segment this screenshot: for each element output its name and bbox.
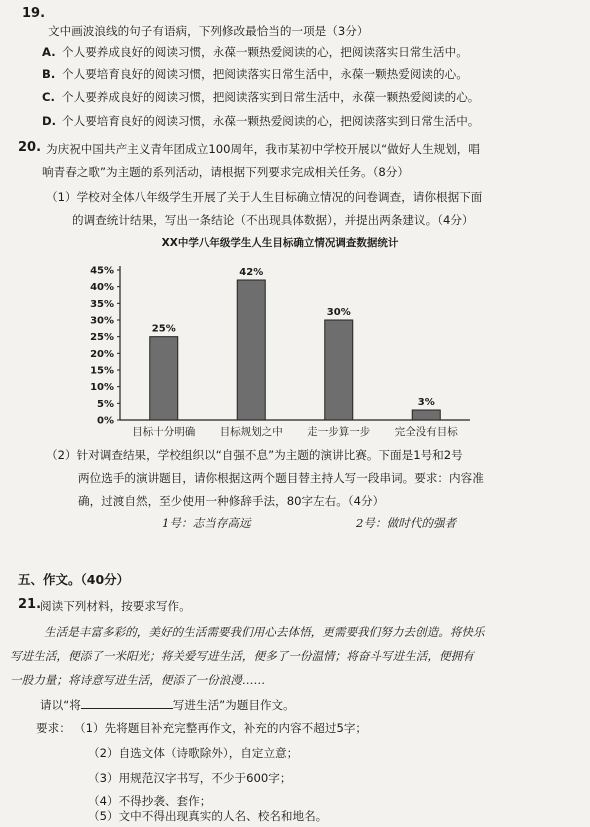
y-tick-label: 35% <box>90 298 114 310</box>
y-tick-label: 5% <box>97 398 114 410</box>
q20-part2-line3: 确，过渡自然，至少使用一种修辞手法，80字左右。（4分） <box>78 494 385 508</box>
y-tick-label: 25% <box>90 332 114 344</box>
y-tick-label: 40% <box>90 282 114 294</box>
q19-option-c-label: C. <box>42 90 55 104</box>
bar-value-label: 42% <box>239 267 264 278</box>
q19-option-b-label: B. <box>42 67 56 81</box>
essay-prompt-before: 请以“将 <box>40 698 81 712</box>
q20-part2-line2: 两位选手的演讲题目，请你根据这两个题目替主持人写一段串词。要求：内容准 <box>78 471 484 485</box>
requirement-3: （3）用规范汉字书写，不少于600字； <box>88 771 292 785</box>
title-blank <box>81 697 173 709</box>
survey-bar-chart <box>60 234 500 444</box>
q21-stem: 阅读下列材料，按要求写作。 <box>40 599 191 613</box>
requirements-label: 要求： <box>36 721 71 735</box>
material-line2: 写进生活，便添了一米阳光；将关爱写进生活，便多了一份温情；将奋斗写进生活，便拥有 <box>10 649 474 663</box>
bar <box>325 320 353 420</box>
q20-part1-line2: 的调查统计结果，写出一条结论（不出现具体数据），并提出两条建议。（4分） <box>72 213 474 227</box>
essay-prompt <box>40 697 295 713</box>
bar <box>237 280 265 420</box>
q19-stem: 文中画波浪线的句子有语病，下列修改最恰当的一项是（3分） <box>48 24 369 38</box>
x-tick-label: 目标规划之中 <box>219 426 283 438</box>
material-line1: 生活是丰富多彩的，美好的生活需要我们用心去体悟，更需要我们努力去创造。将快乐 <box>44 625 485 639</box>
material-line3: 一股力量；将诗意写进生活，便添了一份浪漫…… <box>10 673 266 687</box>
bar-value-label: 25% <box>151 323 176 335</box>
speech-topic-2: 2号：做时代的强者 <box>356 516 457 530</box>
y-tick-label: 0% <box>97 415 114 427</box>
y-tick-label: 10% <box>90 382 114 394</box>
bar-value-label: 3% <box>417 397 435 408</box>
q19-option-d-label: D. <box>42 114 57 128</box>
q19-option-a-label: A. <box>42 45 56 59</box>
y-tick-label: 30% <box>90 315 114 327</box>
bar <box>150 337 178 420</box>
bar <box>412 410 440 420</box>
q19-option-d-text: 个人要培育良好的阅读习惯，永葆一颗热爱阅读的心，把阅读落实到日常生活中。 <box>62 114 480 128</box>
chart-title: XX中学八年级学生人生目标确立情况调查数据统计 <box>161 237 399 249</box>
chart-bars <box>150 267 441 420</box>
x-tick-label: 目标十分明确 <box>132 426 196 438</box>
q20-number: 20. <box>18 140 42 155</box>
q19-option-a-text: 个人要养成良好的阅读习惯，永葆一颗热爱阅读的心，把阅读落实日常生活中。 <box>62 45 468 59</box>
requirement-4: （4）不得抄袭、套作； <box>88 794 212 808</box>
essay-prompt-after: 写进生活”为题目作文。 <box>172 698 295 712</box>
requirement-1: （1）先将题目补充完整再作文，补充的内容不超过5字； <box>74 721 368 735</box>
requirement-2: （2）自选文体（诗歌除外），自定立意； <box>88 746 299 760</box>
q20-stem-line2: 响青春之歌”为主题的系列活动，请根据下列要求完成相关任务。（8分） <box>42 165 409 179</box>
x-tick-label: 走一步算一步 <box>307 426 371 438</box>
section5-heading: 五、作文。（40分） <box>18 572 130 587</box>
x-tick-label: 完全没有目标 <box>394 426 458 438</box>
y-tick-label: 20% <box>90 348 114 360</box>
q21-number: 21. <box>18 597 42 612</box>
bar-value-label: 30% <box>326 307 351 318</box>
q19-option-c-text: 个人要养成良好的阅读习惯，把阅读落实到日常生活中，永葆一颗热爱阅读的心。 <box>62 90 480 104</box>
q19-option-b-text: 个人要培育良好的阅读习惯，把阅读落实日常生活中，永葆一颗热爱阅读的心。 <box>62 67 468 81</box>
y-tick-label: 15% <box>90 365 114 377</box>
requirement-5: （5）文中不得出现真实的人名、校名和地名。 <box>88 809 328 823</box>
q20-part2-line1: （2）针对调查结果，学校组织以“自强不息”为主题的演讲比赛。下面是1号和2号 <box>46 448 463 462</box>
speech-topic-1: 1号：志当存高远 <box>162 516 251 530</box>
q20-stem-line1: 为庆祝中国共产主义青年团成立100周年，我市某初中学校开展以“做好人生规划，唱 <box>46 142 480 156</box>
q20-part1-line1: （1）学校对全体八年级学生开展了关于人生目标确立情况的问卷调查，请你根据下面 <box>46 190 483 204</box>
q19-number: 19. <box>22 6 46 21</box>
y-tick-label: 45% <box>90 265 114 277</box>
